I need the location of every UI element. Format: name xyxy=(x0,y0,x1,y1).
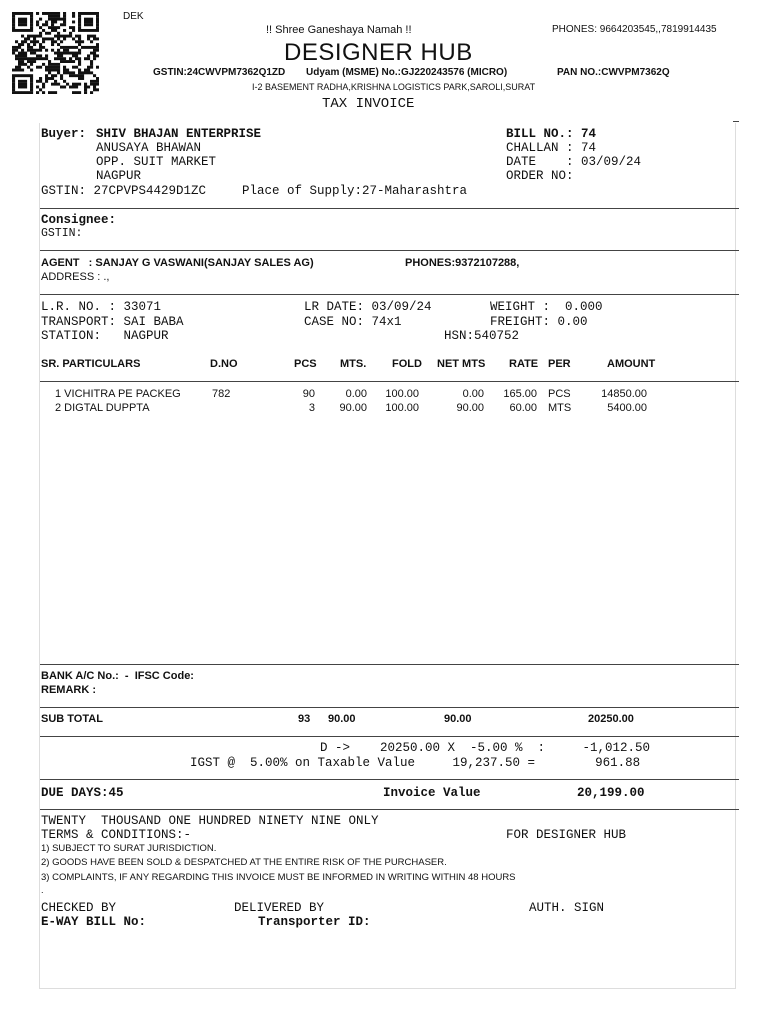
row-mts: 90.00 xyxy=(339,402,367,414)
buyer-city: NAGPUR xyxy=(96,169,142,183)
consignee-gstin: GSTIN: xyxy=(41,227,83,240)
company-name: DESIGNER HUB xyxy=(284,39,473,66)
freight: FREIGHT: 0.00 xyxy=(490,315,588,329)
row-amount: 14850.00 xyxy=(601,388,647,400)
row-particulars: 1 VICHITRA PE PACKEG xyxy=(55,388,181,400)
col-header-dno: D.NO xyxy=(210,358,238,370)
row-mts: 0.00 xyxy=(345,388,367,400)
header-phones: PHONES: 9664203545,,7819914435 xyxy=(552,24,717,35)
row-dno: 782 xyxy=(212,388,231,400)
invoice-value: 20,199.00 xyxy=(577,786,645,800)
auth-sign: AUTH. SIGN xyxy=(529,901,605,915)
lr-number: L.R. NO. : 33071 xyxy=(41,300,162,314)
transport-name: TRANSPORT: SAI BABA xyxy=(41,315,184,329)
col-header-per: PER xyxy=(548,358,571,370)
station: STATION: NAGPUR xyxy=(41,329,169,343)
term-1: 1) SUBJECT TO SURAT JURISDICTION. xyxy=(41,843,217,854)
col-header-net-mts: NET MTS xyxy=(437,358,486,370)
invoice-value-label: Invoice Value xyxy=(383,786,481,800)
subtotal-pcs: 93 xyxy=(298,713,311,725)
row-net-mts: 0.00 xyxy=(462,388,484,400)
row-rate: 165.00 xyxy=(503,388,537,400)
header-gstin: GSTIN:24CWVPM7362Q1ZD xyxy=(153,67,286,78)
row-net-mts: 90.00 xyxy=(456,402,484,414)
order-number: ORDER NO: xyxy=(506,169,574,183)
col-header-mts: MTS. xyxy=(340,358,367,370)
for-company: FOR DESIGNER HUB xyxy=(506,828,627,842)
buyer-gstin: GSTIN: 27CPVPS4429D1ZC xyxy=(41,184,207,198)
row-fold: 100.00 xyxy=(385,402,419,414)
due-days: DUE DAYS:45 xyxy=(41,786,124,800)
bank-details: BANK A/C No.: - IFSC Code: xyxy=(41,670,194,682)
row-per: PCS xyxy=(548,388,571,400)
discount-line: D -> 20250.00 X -5.00 % : -1,012.50 xyxy=(320,741,651,755)
row-per: MTS xyxy=(548,402,572,414)
term-2: 2) GOODS HAVE BEEN SOLD & DESPATCHED AT THE ENTIRE RISK OF THE PURCHASER. xyxy=(41,857,447,868)
case-number: CASE NO: 74x1 xyxy=(304,315,402,329)
row-pcs: 90 xyxy=(302,388,315,400)
weight: WEIGHT : 0.000 xyxy=(490,300,603,314)
col-header-pcs: PCS xyxy=(294,358,317,370)
blessing-line: !! Shree Ganeshaya Namah !! xyxy=(266,24,412,36)
top-left-code: DEK xyxy=(123,11,144,22)
subtotal-amount: 20250.00 xyxy=(588,713,634,725)
doc-title: TAX INVOICE xyxy=(322,96,415,112)
row-rate: 60.00 xyxy=(509,402,537,414)
buyer-name: SHIV BHAJAN ENTERPRISE xyxy=(96,127,262,141)
buyer-address-2: OPP. SUIT MARKET xyxy=(96,155,217,169)
subtotal-net-mts: 90.00 xyxy=(444,713,472,725)
row-pcs: 3 xyxy=(308,402,315,414)
divider xyxy=(40,294,739,295)
qr-code xyxy=(12,12,99,94)
divider xyxy=(40,707,739,708)
divider xyxy=(733,121,739,122)
divider xyxy=(40,664,739,665)
subtotal-label: SUB TOTAL xyxy=(41,713,103,725)
buyer-label: Buyer: xyxy=(41,127,87,141)
agent-address: ADDRESS : ., xyxy=(41,271,110,283)
divider xyxy=(40,381,739,382)
agent-line: AGENT : SANJAY G VASWANI(SANJAY SALES AG) xyxy=(41,257,314,269)
lr-date: LR DATE: 03/09/24 xyxy=(304,300,432,314)
divider xyxy=(40,208,739,209)
row-particulars: 2 DIGTAL DUPPTA xyxy=(55,402,150,414)
hsn-code: HSN:540752 xyxy=(444,329,520,343)
header-pan: PAN NO.:CWVPM7362Q xyxy=(557,67,670,78)
col-header-rate: RATE xyxy=(509,358,539,370)
eway-bill-number: E-WAY BILL No: xyxy=(41,915,147,929)
remark: REMARK : xyxy=(41,684,96,696)
consignee-label: Consignee: xyxy=(41,213,117,227)
col-header-amount: AMOUNT xyxy=(607,358,656,370)
igst-line: IGST @ 5.00% on Taxable Value 19,237.50 = 961.88 xyxy=(190,756,641,770)
term-3: 3) COMPLAINTS, IF ANY REGARDING THIS INVOICE MUST BE INFORMED IN WRITING WITHIN 48 HOURS xyxy=(41,872,516,883)
bill-number: BILL NO.: 74 xyxy=(506,127,597,141)
transporter-id: Transporter ID: xyxy=(258,915,371,929)
divider xyxy=(40,779,739,780)
place-of-supply: Place of Supply:27-Maharashtra xyxy=(242,184,468,198)
delivered-by: DELIVERED BY xyxy=(234,901,325,915)
divider xyxy=(40,809,739,810)
agent-phones: PHONES:9372107288, xyxy=(405,257,520,269)
divider xyxy=(40,736,739,737)
col-header-fold: FOLD xyxy=(392,358,422,370)
row-amount: 5400.00 xyxy=(607,402,647,414)
header-address: I-2 BASEMENT RADHA,KRISHNA LOGISTICS PARK,SAROLI,SURAT xyxy=(252,82,536,92)
subtotal-mts: 90.00 xyxy=(328,713,356,725)
buyer-address-1: ANUSAYA BHAWAN xyxy=(96,141,202,155)
row-fold: 100.00 xyxy=(385,388,419,400)
col-header-particulars: SR. PARTICULARS xyxy=(41,358,141,370)
terms-title: TERMS & CONDITIONS:- xyxy=(41,828,192,842)
bill-date: DATE : 03/09/24 xyxy=(506,155,642,169)
checked-by: CHECKED BY xyxy=(41,901,117,915)
terms-dot: . xyxy=(41,885,44,895)
challan-number: CHALLAN : 74 xyxy=(506,141,597,155)
amount-in-words: TWENTY THOUSAND ONE HUNDRED NINETY NINE ONLY xyxy=(41,814,379,828)
divider xyxy=(40,250,739,251)
header-udyam: Udyam (MSME) No.:GJ220243576 (MICRO) xyxy=(306,67,508,78)
